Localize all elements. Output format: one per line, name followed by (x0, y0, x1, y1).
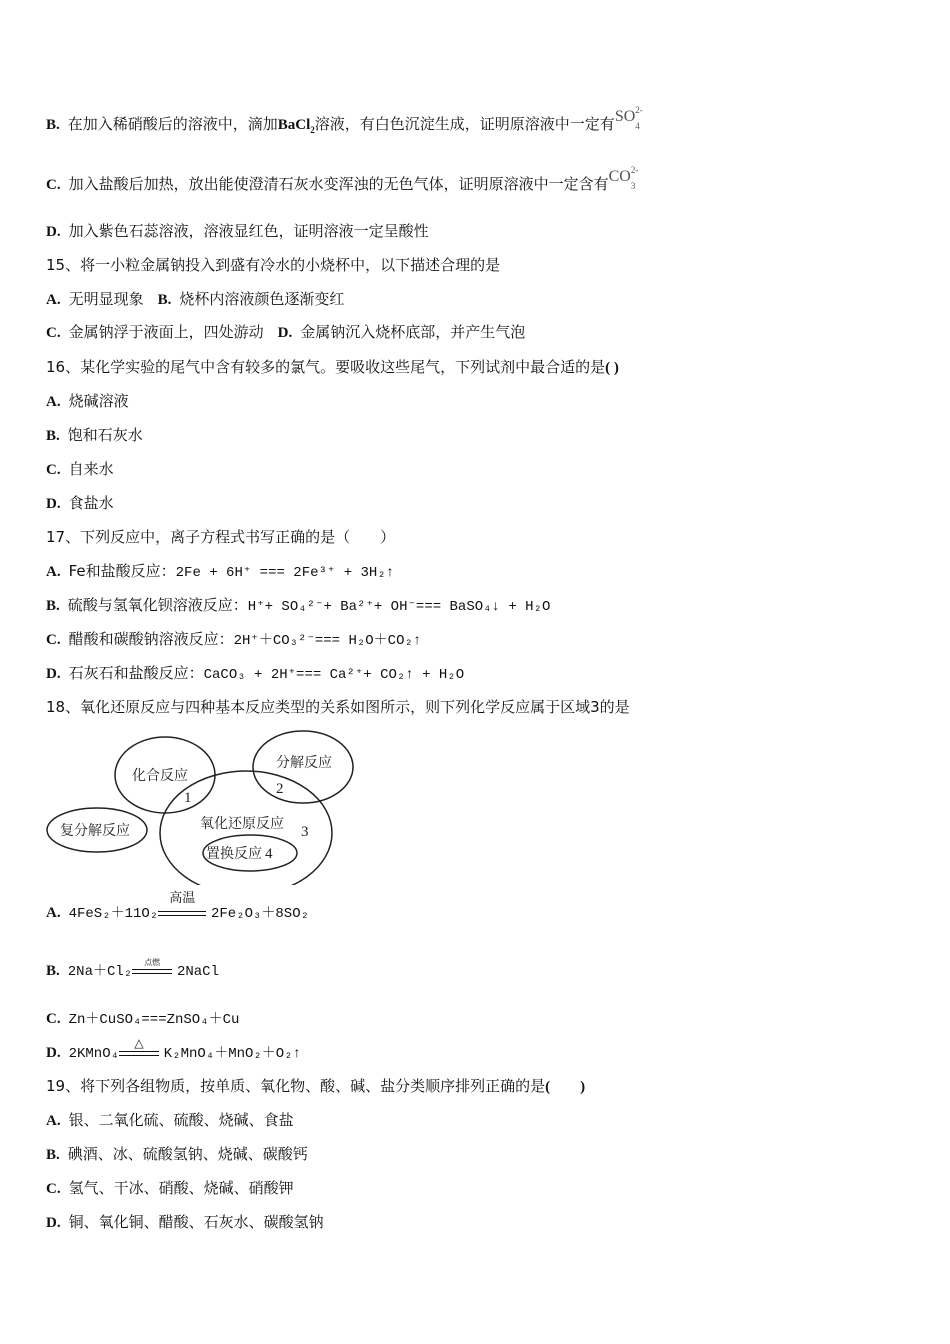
q15-options-ab (46, 289, 344, 310)
q17-option-c: C. 醋酸和碳酸钠溶液反应：2H⁺＋CO₃²⁻=== H₂O＋CO₂↑ (46, 630, 422, 649)
q19-option-c: C. 氢气、干冰、硝酸、烧碱、硝酸钾 (46, 1179, 294, 1197)
condition-arrow: △ (119, 1043, 159, 1063)
q17-option-d: D. 石灰石和盐酸反应：CaCO₃ + 2H⁺=== Ca²⁺+ CO₂↑ + H₂O (46, 664, 465, 683)
option-letter: D. (277, 325, 293, 341)
option-text: 加入盐酸后加热，放出能使澄清石灰水变浑浊的无色气体，证明原溶液中一定含有 (68, 175, 609, 193)
equation: H⁺+ SO₄²⁻+ Ba²⁺+ OH⁻=== BaSO₄↓ + H₂O (247, 599, 551, 615)
equation: 2Fe + 6H⁺ === 2Fe³⁺ + 3H₂↑ (175, 565, 395, 581)
q16-option-d: D. 食盐水 (46, 494, 114, 512)
reagent: BaCl$_2$ (277, 117, 315, 135)
q16-option-a: A. 烧碱溶液 (46, 392, 129, 410)
q16-stem: 16、某化学实验的尾气中含有较多的氯气。要吸收这些尾气，下列试剂中最合适的是( ) (46, 358, 619, 376)
condition-arrow: 高温 (158, 903, 206, 923)
q18-option-c: C. Zn＋CuSO₄===ZnSO₄＋Cu (46, 1011, 240, 1028)
option-text: 无明显现象 (68, 290, 144, 308)
option-letter: C. (46, 325, 61, 341)
equation: 2H⁺＋CO₃²⁻=== H₂O＋CO₂↑ (233, 633, 422, 649)
option-letter: B. (46, 117, 60, 133)
label-double-displacement: 复分解反应 (60, 823, 130, 839)
option-text: 加入紫色石蕊溶液，溶液显红色，证明溶液一定呈酸性 (68, 222, 429, 240)
label-combination: 化合反应 (132, 768, 188, 784)
ion-formula: CO 2- 3 (608, 165, 639, 191)
q14-option-b (46, 105, 643, 135)
q15-options-cd (46, 322, 525, 343)
option-text: 金属钠沉入烧杯底部，并产生气泡 (300, 323, 526, 341)
reaction-venn-diagram (40, 725, 370, 885)
q14-option-c (46, 165, 639, 195)
q17-stem: 17、下列反应中，离子方程式书写正确的是（ ） (46, 528, 396, 546)
region-4: 4 (265, 846, 273, 862)
option-letter: C. (46, 177, 61, 193)
q17-option-a: A. Fe和盐酸反应：2Fe + 6H⁺ === 2Fe³⁺ + 3H₂↑ (46, 562, 395, 581)
q16-option-c: C. 自来水 (46, 460, 114, 478)
option-text: 金属钠浮于液面上，四处游动 (68, 323, 264, 341)
label-single-displacement: 置换反应 (206, 846, 262, 862)
option-letter: B. (157, 292, 172, 308)
region-2: 2 (276, 781, 284, 797)
q15-stem: 15、将一小粒金属钠投入到盛有冷水的小烧杯中，以下描述合理的是 (46, 256, 501, 274)
region-1: 1 (184, 790, 192, 806)
q16-option-b: B. 饱和石灰水 (46, 426, 143, 444)
q18-option-b: B. 2Na＋Cl₂ 点燃 2NaCl (46, 957, 219, 980)
q14-option-d (46, 221, 429, 242)
option-text: 在加入稀硝酸后的溶液中，滴加 (67, 115, 278, 133)
q19-option-d: D. 铜、氧化铜、醋酸、石灰水、碳酸氢钠 (46, 1213, 324, 1231)
label-decomposition: 分解反应 (276, 755, 332, 771)
condition-arrow: 点燃 (132, 961, 172, 981)
ion-formula: SO 2- 4 (614, 105, 643, 131)
q18-stem: 18、氧化还原反应与四种基本反应类型的关系如图所示，则下列化学反应属于区域3的是 (46, 698, 630, 716)
q19-option-b: B. 碘酒、冰、硫酸氢钠、烧碱、碳酸钙 (46, 1145, 308, 1163)
option-letter: D. (46, 224, 61, 240)
option-text: 烧杯内溶液颜色逐渐变红 (179, 290, 345, 308)
q18-option-a: A. 4FeS₂＋11O₂ 高温 2Fe₂O₃＋8SO₂ (46, 890, 310, 922)
option-letter: A. (46, 292, 61, 308)
q17-option-b: B. 硫酸与氢氧化钡溶液反应：H⁺+ SO₄²⁻+ Ba²⁺+ OH⁻=== BaSO₄↓ + H₂O (46, 596, 551, 615)
option-text-rest: 溶液，有白色沉淀生成，证明原溶液中一定有 (314, 115, 615, 133)
region-3: 3 (301, 824, 309, 840)
label-redox: 氧化还原反应 (200, 816, 284, 832)
q19-stem: 19、将下列各组物质，按单质、氧化物、酸、碱、盐分类顺序排列正确的是( ) (46, 1077, 586, 1095)
equation: CaCO₃ + 2H⁺=== Ca²⁺+ CO₂↑ + H₂O (203, 667, 465, 683)
q18-option-d: D. 2KMnO₄ △ K₂MnO₄＋MnO₂＋O₂↑ (46, 1035, 302, 1062)
q19-option-a: A. 银、二氧化硫、硫酸、烧碱、食盐 (46, 1111, 294, 1129)
